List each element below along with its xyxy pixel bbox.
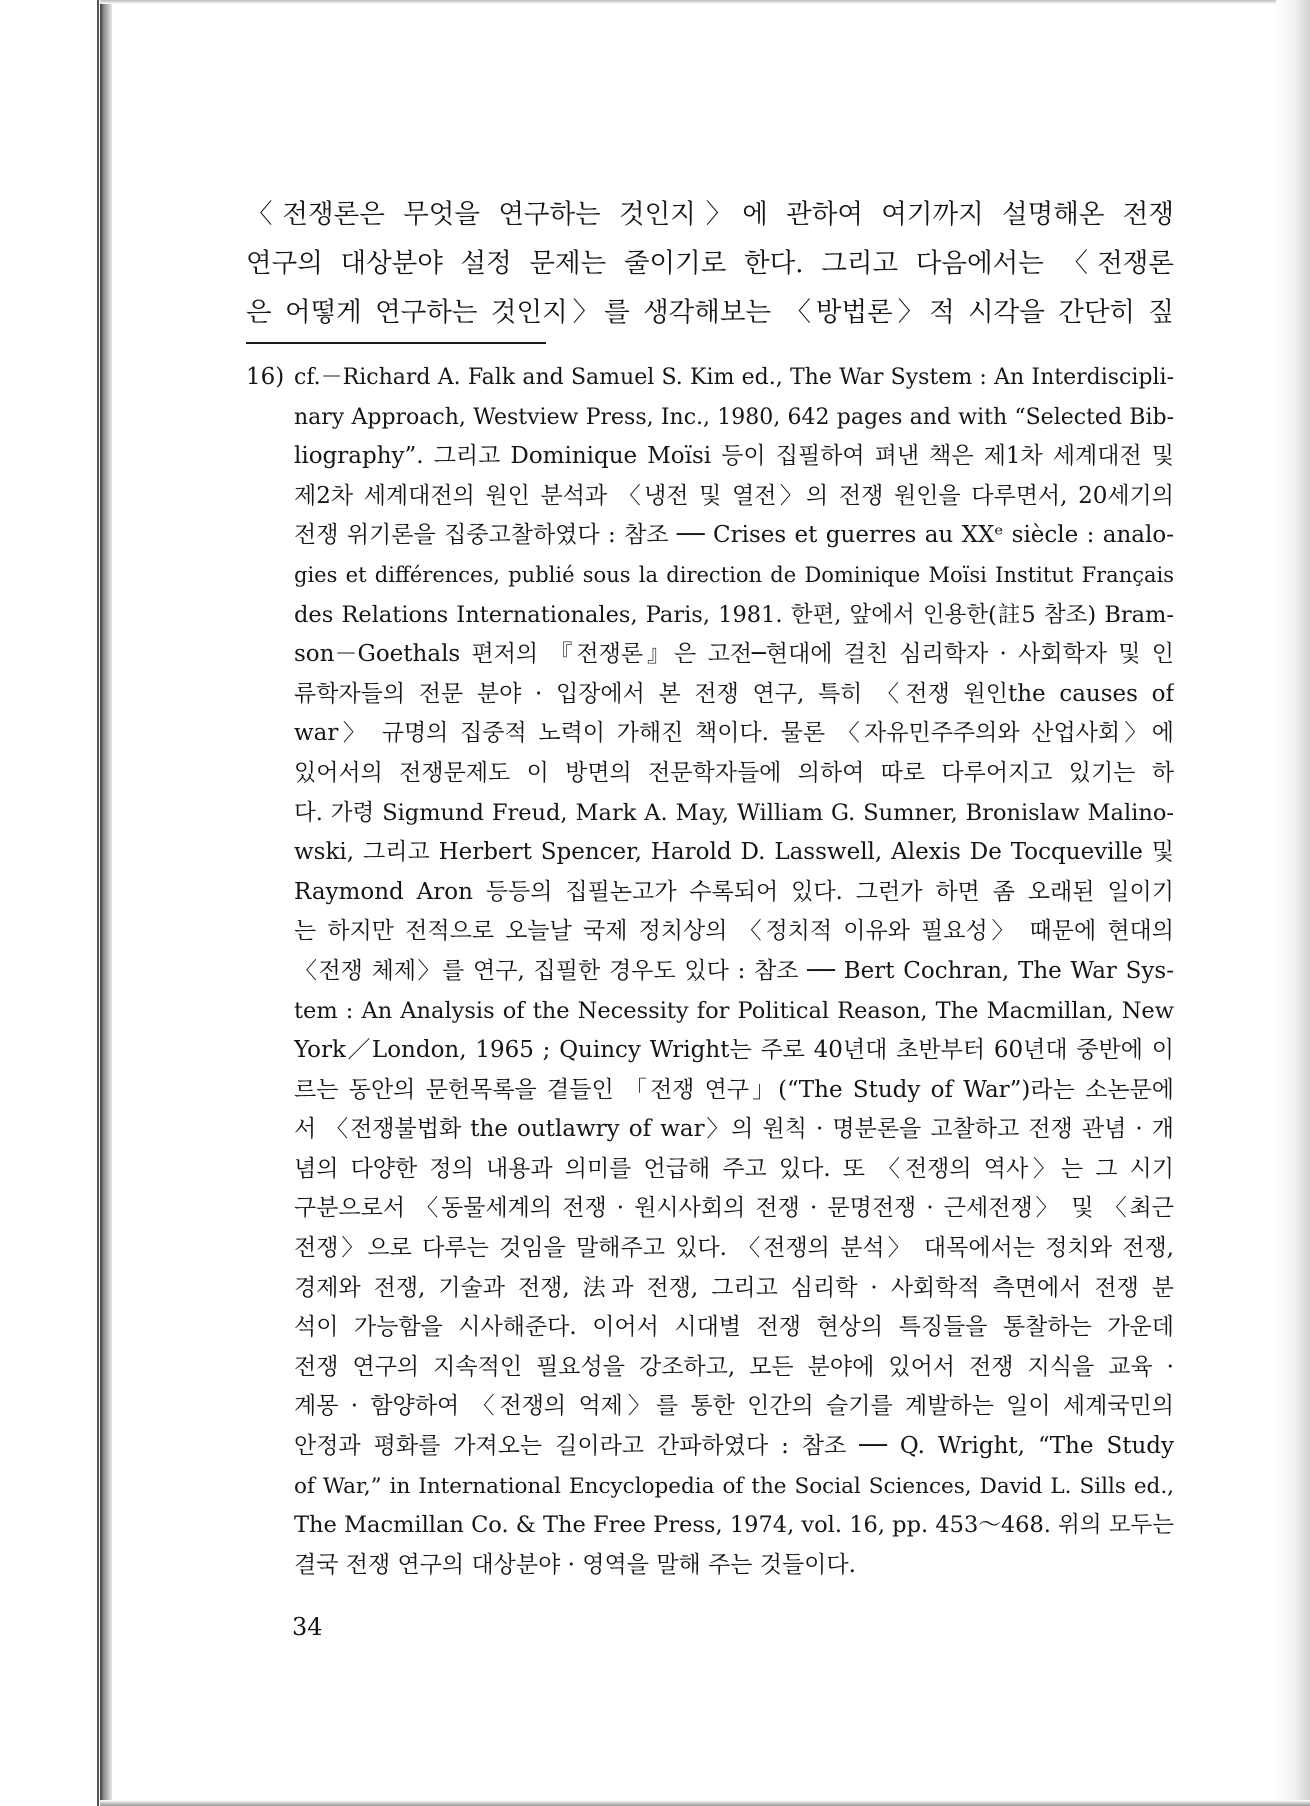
footnote-line: 제2차 세계대전의 원인 분석과 〈냉전 및 열전〉의 전쟁 원인을 다루면서, 20세기의 bbox=[294, 482, 1174, 509]
footnote-line: tem : An Analysis of the Necessity for Political Reason, The Macmillan, New bbox=[294, 997, 1174, 1024]
footnote-line: 경제와 전쟁, 기술과 전쟁, 法과 전쟁, 그리고 심리학 · 사회학적 측면에서 전쟁 분 bbox=[294, 1274, 1174, 1301]
footnote-line: 계몽 · 함양하여 〈전쟁의 억제〉를 통한 인간의 슬기를 계발하는 일이 세계국민의 bbox=[294, 1393, 1174, 1420]
footnote-line: 전쟁〉으로 다루는 것임을 말해주고 있다. 〈전쟁의 분석〉 대목에서는 정치와 전쟁, bbox=[294, 1235, 1174, 1262]
footnote-line: gies et différences, publié sous la direction de Dominique Moïsi Institut Français bbox=[294, 562, 1174, 587]
body-paragraph bbox=[246, 190, 1174, 337]
footnote-line: cf.－Richard A. Falk and Samuel S. Kim ed., The War System : An Interdiscipli- bbox=[294, 365, 1174, 390]
page-binding-line bbox=[97, 0, 99, 1806]
footnote-line: 전쟁 위기론을 집중고찰하였다 : 참조 ── Crises et guerres au XXᵉ siècle : analo- bbox=[294, 522, 1174, 549]
footnote-marker: 16) bbox=[246, 364, 285, 390]
footnote-line: war〉 규명의 집중적 노력이 가해진 책이다. 물론 〈자유민주주의와 산업사회〉에 bbox=[294, 720, 1174, 747]
footnote-line: 서 〈전쟁불법화 the outlawry of war〉의 원칙 · 명분론을 고찰하고 전쟁 관념 · 개 bbox=[294, 1116, 1174, 1143]
body-line: 연구의 대상분야 설정 문제는 줄이기로 한다. 그리고 다음에서는 〈전쟁론 bbox=[246, 248, 1174, 279]
footnote-line: 전쟁 연구의 지속적인 필요성을 강조하고, 모든 분야에 있어서 전쟁 지식을 교육 · bbox=[294, 1353, 1174, 1380]
footnote-line: des Relations Internationales, Paris, 1981. 한편, 앞에서 인용한(註5 참조) Bram- bbox=[294, 601, 1174, 628]
page-number: 34 bbox=[292, 1613, 323, 1641]
footnote-line: 결국 전쟁 연구의 대상분야 · 영역을 말해 주는 것들이다. bbox=[294, 1551, 856, 1578]
page-binding-shadow bbox=[100, 0, 112, 1806]
footnote-line: nary Approach, Westview Press, Inc., 1980, 642 pages and with “Selected Bib- bbox=[294, 404, 1174, 430]
footnote-separator bbox=[246, 342, 546, 344]
body-line: 은 어떻게 연구하는 것인지〉를 생각해보는 〈방법론〉적 시각을 간단히 짚 bbox=[246, 297, 1174, 328]
footnote-line: 석이 가능함을 시사해준다. 이어서 시대별 전쟁 현상의 특징들을 통찰하는 가운데 bbox=[294, 1314, 1174, 1341]
body-line: 〈전쟁론은 무엇을 연구하는 것인지〉에 관하여 여기까지 설명해온 전쟁 bbox=[246, 199, 1174, 230]
footnote-line: 류학자들의 전문 분야 · 입장에서 본 전쟁 연구, 특히 〈전쟁 원인the causes of bbox=[294, 680, 1174, 707]
page-bottom-edge bbox=[100, 1800, 1310, 1806]
footnote-line: 다. 가령 Sigmund Freud, Mark A. May, William G. Sumner, Bronislaw Malino- bbox=[294, 799, 1174, 826]
footnote-line: The Macmillan Co. & The Free Press, 1974, vol. 16, pp. 453～468. 위의 모두는 bbox=[294, 1512, 1174, 1539]
footnote-line: wski, 그리고 Herbert Spencer, Harold D. Lasswell, Alexis De Tocqueville 및 bbox=[294, 839, 1174, 866]
footnote-line: 르는 동안의 문헌목록을 곁들인 「전쟁 연구」(“The Study of War”)라는 소논문에 bbox=[294, 1076, 1174, 1103]
footnote-line: son－Goethals 편저의 『전쟁론』은 고전─현대에 걸친 심리학자 · 사회학자 및 인 bbox=[294, 641, 1174, 668]
page-top-edge bbox=[100, 0, 1310, 4]
footnote-line: liography”. 그리고 Dominique Moïsi 등이 집필하여 펴낸 책은 제1차 세계대전 및 bbox=[294, 443, 1174, 470]
page-right-edge bbox=[1276, 0, 1310, 1806]
footnote-line: of War,” in International Encyclopedia of the Social Sciences, David L. Sills ed., bbox=[294, 1473, 1174, 1499]
footnote-line: 〈전쟁 체제〉를 연구, 집필한 경우도 있다 : 참조 ── Bert Cochran, The War Sys- bbox=[294, 957, 1174, 984]
footnote-line: York／London, 1965 ; Quincy Wright는 주로 40년대 초반부터 60년대 중반에 이 bbox=[294, 1037, 1174, 1064]
footnote-text bbox=[294, 358, 1174, 1585]
footnote-line: 념의 다양한 정의 내용과 의미를 언급해 주고 있다. 또 〈전쟁의 역사〉는 그 시기 bbox=[294, 1155, 1174, 1182]
footnote-line: 구분으로서 〈동물세계의 전쟁 · 원시사회의 전쟁 · 문명전쟁 · 근세전쟁〉 및 〈최근 bbox=[294, 1195, 1174, 1222]
footnote-line: 는 하지만 전적으로 오늘날 국제 정치상의 〈정치적 이유와 필요성〉 때문에 현대의 bbox=[294, 918, 1174, 945]
footnote-line: 안정과 평화를 가져오는 길이라고 간파하였다 : 참조 ── Q. Wright, “The Study bbox=[294, 1433, 1174, 1460]
footnote-line: Raymond Aron 등등의 집필논고가 수록되어 있다. 그런가 하면 좀 오래된 일이기 bbox=[294, 878, 1174, 905]
footnote-line: 있어서의 전쟁문제도 이 방면의 전문학자들에 의하여 따로 다루어지고 있기는 하 bbox=[294, 759, 1174, 786]
